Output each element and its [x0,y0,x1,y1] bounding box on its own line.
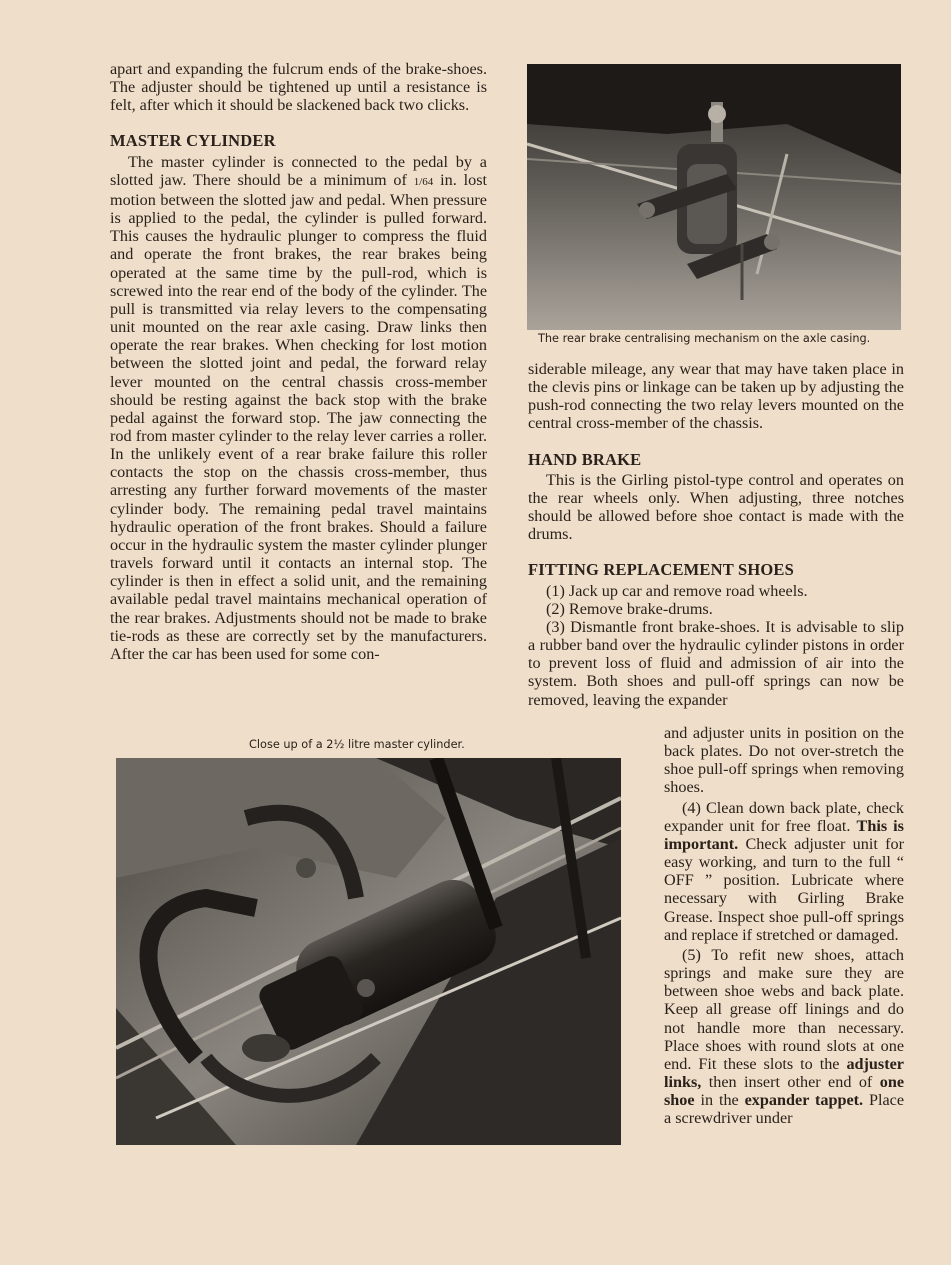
intro-paragraph: apart and expanding the fulcrum ends of the brake-shoes. The adjuster should be tightened up until a resistance is felt, after which it should be slackened back two clicks. [110,60,487,115]
master-cylinder-photo [116,758,621,1145]
master-cylinder-photo-caption: Close up of a 2½ litre master cylinder. [249,738,465,751]
important-note: This is important. [664,816,904,853]
rear-brake-photo-caption: The rear brake centralising mechanism on the axle casing. [538,332,871,345]
right-column [528,360,904,709]
fraction: 1/64 [413,175,434,188]
right-narrow-column [664,724,904,1127]
hand-brake-heading: HAND BRAKE [528,449,642,469]
step-5: (5) To refit new shoes, attach springs and make sure they are between shoe webs and back plate. Keep all grease off linings and do not handle more than necessary. Place shoes with round slots at one end. Fit these slots to the adjuster links, then insert other end of one shoe in the expander tappet. Place a screwdriver under [664,945,905,1128]
master-cylinder-heading: MASTER CYLINDER [110,131,276,151]
step-2: (2) Remove brake-drums. [546,599,713,618]
step-1: (1) Jack up car and remove road wheels. [546,581,808,600]
step-3: (3) Dismantle front brake-shoes. It is advisable to slip a rubber band over the hydraulic cylinder pistons in order to prevent loss of fluid and admission of air into the system. Both shoes and pull-off springs can now be removed, leaving the expander [528,617,904,709]
left-column [110,60,487,663]
hand-brake-paragraph: This is the Girling pistol-type control and operates on the rear wheels only. When adjusting, three notches should be allowed before shoe contact is made with the drums. [528,470,904,544]
rear-brake-photo [527,64,901,330]
step-3-continued: and adjuster units in position on the back plates. Do not over-stretch the shoe pull-off springs when removing shoes. [664,724,904,797]
continuation-paragraph: siderable mileage, any wear that may have taken place in the clevis pins or linkage can be taken up by adjusting the push-rod connecting the two relay levers mounted on the central cross-member of the chassis. [528,360,904,433]
step-4: (4) Clean down back plate, check expander unit for free float. This is important. Check adjuster unit for easy working, and turn to the full “ OFF ” position. Lubricate where necessary with Girling Brake Grease. Inspect shoe pull-off springs and replace if stretched or damaged. [664,798,905,944]
master-cylinder-paragraph: The master cylinder is connected to the pedal by a slotted jaw. There should be a minimum of 1/64 in. lost motion between the slotted jaw and pedal. When pressure is applied to the pedal, the cylinder is pulled forward. This causes the hydraulic plunger to compress the fluid and operate the front brakes, the rear brakes being operated at the same time by the pull-rod, which is screwed into the rear end of the body of the cylinder. The pull is transmitted via relay levers to the compensating unit mounted on the rear axle casing. Draw links then operate the rear brakes. When checking for lost motion between the slotted joint and pedal, the forward relay lever mounted on the central chassis cross-member should be resting against the back stop with the brake pedal against the forward stop. The jaw connecting the rod from master cylinder to the relay lever carries a roller. In the unlikely event of a rear brake failure this roller contacts the stop on the chassis cross-member, thus arresting any further forward movements of the master cylinder body. The remaining pedal travel maintains hydraulic operation of the front brakes. Should a failure occur in the hydraulic system the master cylinder plunger travels forward until it contacts an internal stop. The cylinder is then in effect a solid unit, and the remaining available pedal travel maintains mechanical operation of the rear brakes. Adjustments should not be made to brake tie-rods as these are correctly set by the manufacturers. After the car has been used for some con- [110,152,488,663]
fitting-heading: FITTING REPLACEMENT SHOES [528,560,795,580]
